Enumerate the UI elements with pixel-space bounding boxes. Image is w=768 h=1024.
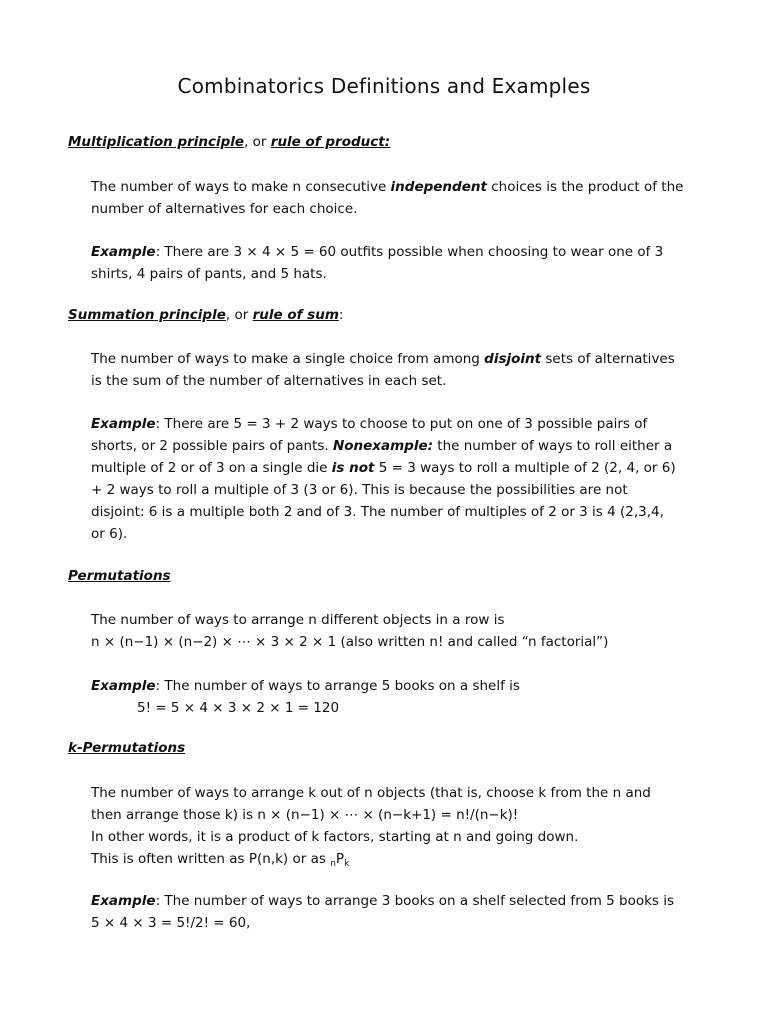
text-run: In other words, it is a product of k factors, starting at n and going down. (91, 829, 579, 845)
document-title: Combinatorics Definitions and Examples (177, 74, 591, 98)
term-k-permutations: k-Permutations (68, 740, 186, 756)
permutations-definition (91, 609, 711, 653)
heading-separator: , or (225, 307, 253, 323)
text-run: 5! = 5 × 4 × 3 × 2 × 1 = 120 (137, 700, 340, 716)
text-run: The number of ways to make a single choice from among (91, 351, 485, 367)
example-label: Example (91, 893, 156, 909)
text-run: sets of alternatives (541, 351, 675, 367)
heading-multiplication (68, 134, 390, 150)
permutations-example (91, 675, 711, 719)
term-permutations: Permutations (68, 568, 171, 584)
summation-example (91, 413, 711, 545)
text-run: The number of ways to arrange k out of n objects (that is, choose k from the n and (91, 785, 651, 801)
text-run: is the sum of the number of alternatives in each set. (91, 373, 447, 389)
term-rule-of-product: rule of product: (270, 134, 391, 150)
emphasis-independent: independent (390, 179, 487, 195)
heading-colon: : (338, 307, 344, 323)
k-permutations-definition (91, 782, 711, 875)
example-label: Example (91, 416, 156, 432)
text-run: : There are 3 × 4 × 5 = 60 outfits possible when choosing to wear one of 3 (155, 244, 664, 260)
k-permutations-example (91, 890, 711, 934)
heading-summation (68, 307, 343, 323)
text-run: + 2 ways to roll a multiple of 3 (3 or 6). This is because the possibilities are not (91, 482, 628, 498)
text-run: number of alternatives for each choice. (91, 201, 358, 217)
heading-permutations (68, 568, 171, 584)
heading-separator: , or (244, 134, 271, 150)
example-label: Example (91, 244, 156, 260)
emphasis-disjoint: disjoint (484, 351, 542, 367)
multiplication-example (91, 241, 711, 285)
summation-definition (91, 348, 711, 392)
multiplication-definition (91, 176, 711, 220)
text-run: 5 = 3 ways to roll a multiple of 2 (2, 4, or 6) (374, 460, 676, 476)
emphasis-is-not: is not (331, 460, 375, 476)
symbol-p: P (335, 851, 345, 867)
text-run: n × (n−1) × (n−2) × ⋯ × 3 × 2 × 1 (also written n! and called “n factorial”) (91, 634, 609, 650)
text-run: : There are 5 = 3 + 2 ways to choose to put on one of 3 possible pairs of (155, 416, 648, 432)
text-run: the number of ways to roll either a (433, 438, 673, 454)
example-label: Example (91, 678, 156, 694)
text-run: choices is the product of the (486, 179, 684, 195)
text-run: The number of ways to make n consecutive (91, 179, 391, 195)
term-summation-principle: Summation principle (68, 307, 226, 323)
text-run: or 6). (91, 526, 128, 542)
subscript-k: k (344, 859, 350, 869)
text-run: shirts, 4 pairs of pants, and 5 hats. (91, 266, 327, 282)
text-run: 5 × 4 × 3 = 5!/2! = 60, (91, 915, 251, 931)
text-run: multiple of 2 or of 3 on a single die (91, 460, 332, 476)
text-run: : The number of ways to arrange 5 books on a shelf is (155, 678, 520, 694)
nonexample-label: Nonexample: (332, 438, 434, 454)
text-run: This is often written as P(n,k) or as (91, 851, 331, 867)
text-run: then arrange those k) is n × (n−1) × ⋯ × (n−k+1) = n!/(n−k)! (91, 807, 519, 823)
text-run: The number of ways to arrange n different objects in a row is (91, 612, 505, 628)
subscript-n: n (330, 859, 336, 869)
term-multiplication-principle: Multiplication principle (68, 134, 245, 150)
term-rule-of-sum: rule of sum (252, 307, 339, 323)
text-run: disjoint: 6 is a multiple both 2 and of 3. The number of multiples of 2 or 3 is 4 (2,3,4, (91, 504, 664, 520)
text-run: shorts, or 2 possible pairs of pants. (91, 438, 333, 454)
text-run: : The number of ways to arrange 3 books on a shelf selected from 5 books is (155, 893, 675, 909)
heading-k-permutations (68, 740, 185, 756)
